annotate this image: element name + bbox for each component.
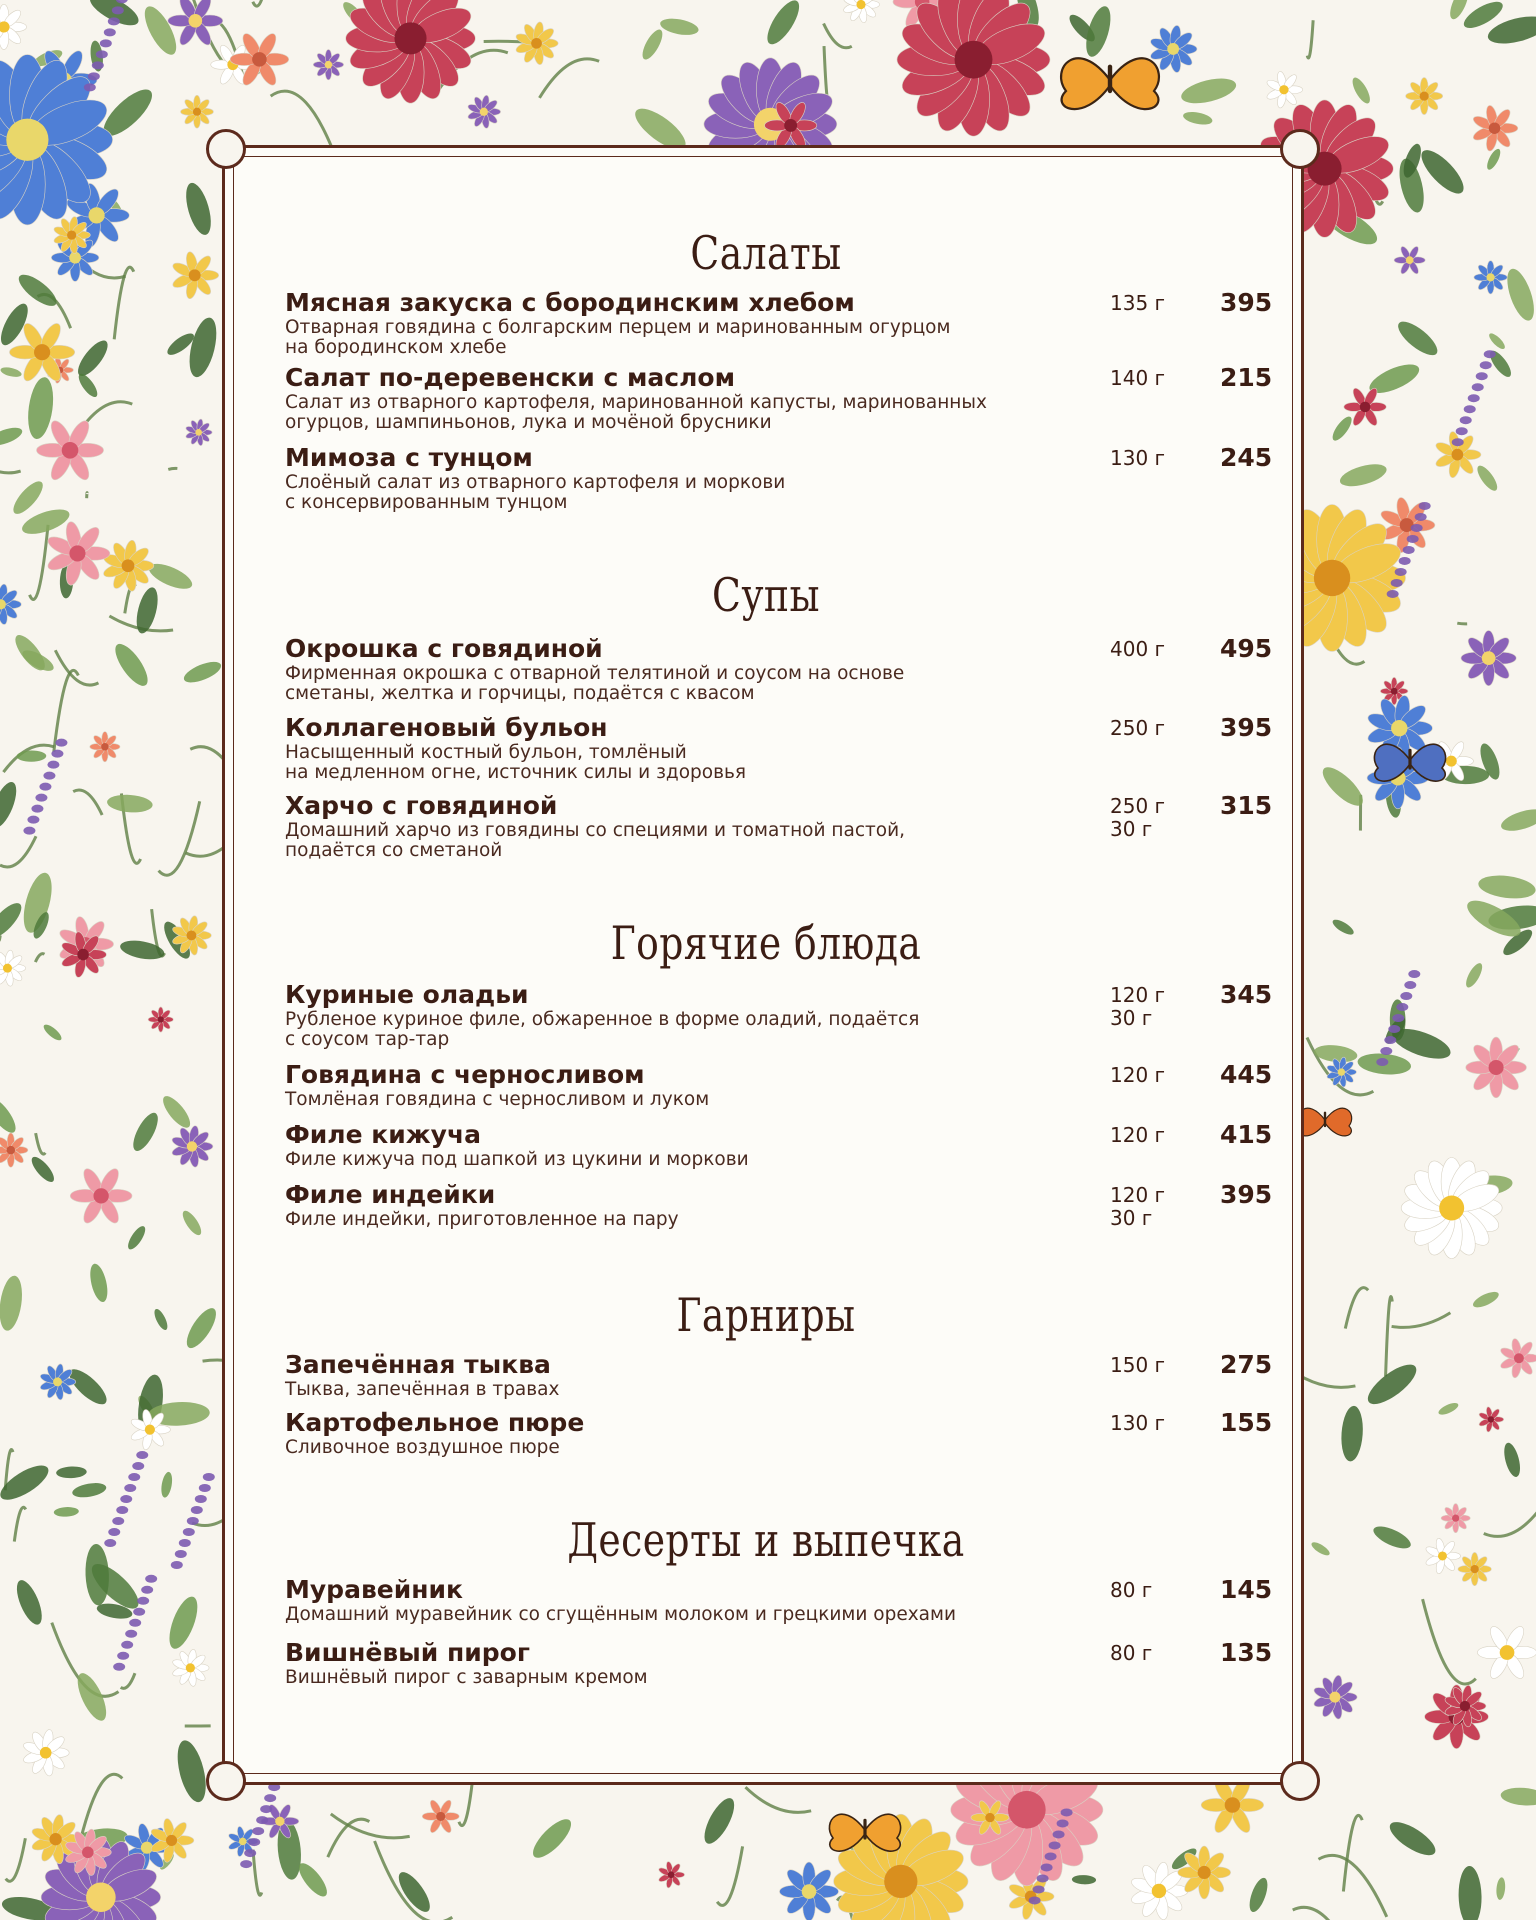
flower-icon	[1434, 431, 1481, 479]
item-name: Картофельное пюре	[285, 1408, 585, 1437]
menu-item	[285, 713, 1273, 783]
flower-icon	[1326, 1057, 1356, 1088]
item-name: Куриные оладьи	[285, 980, 529, 1009]
leaf-icon	[71, 1481, 107, 1500]
leaf-icon	[106, 793, 153, 814]
flower-icon	[171, 1649, 209, 1687]
leaf-icon	[10, 631, 49, 675]
leaf-icon	[1370, 1522, 1413, 1553]
item-description: Рубленое куриное филе, обжаренное в форме оладий, подаётся с соусом тар-тар	[285, 1009, 920, 1050]
flower-icon	[1474, 261, 1507, 294]
flower-icon	[1466, 1037, 1527, 1098]
flower-icon	[181, 95, 214, 128]
leaf-icon	[1179, 74, 1239, 108]
item-name: Вишнёвый пирог	[285, 1638, 530, 1667]
item-description: Салат из отварного картофеля, маринованной капусты, маринованных огурцов, шампиньонов, лука и мочёной брусники	[285, 392, 987, 433]
flower-icon	[1178, 1846, 1231, 1899]
flower-icon	[90, 732, 120, 762]
leaf-icon	[1349, 75, 1373, 106]
flower-icon	[1401, 1157, 1502, 1258]
leaf-icon	[179, 1208, 204, 1238]
frame-corner-ornament	[1280, 129, 1320, 169]
section-title-soups: Супы	[712, 568, 820, 622]
leaf-icon	[28, 1154, 57, 1186]
flower-icon	[1477, 1624, 1536, 1682]
stem-icon	[717, 1846, 742, 1905]
stem-icon	[30, 525, 48, 600]
leaf-icon	[1458, 1866, 1482, 1920]
flower-icon	[1406, 78, 1443, 115]
item-name: Филе кижуча	[285, 1120, 481, 1149]
item-price: 145	[1220, 1575, 1273, 1604]
leaf-icon	[659, 16, 700, 38]
item-weight: 130 г	[1110, 446, 1166, 470]
item-description: Фирменная окрошка с отварной телятиной и соусом на основе сметаны, желтка и горчицы, подаётся с квасом	[285, 663, 905, 704]
flower-icon	[70, 1166, 132, 1226]
flower-icon	[0, 950, 26, 987]
item-description: Вишнёвый пирог с заварным кремом	[285, 1667, 648, 1688]
stem-icon	[1423, 1599, 1476, 1684]
menu-item	[285, 1575, 1273, 1625]
item-name: Салат по-деревенски с маслом	[285, 363, 736, 392]
flower-icon	[0, 1133, 28, 1167]
leaf-icon	[1340, 1405, 1365, 1462]
menu-card	[222, 145, 1304, 1785]
flower-icon	[102, 539, 154, 592]
stem-icon	[253, 0, 273, 6]
leaf-icon	[125, 1224, 148, 1252]
menu-item	[285, 1638, 1273, 1688]
leaf-icon	[87, 1262, 111, 1304]
item-name: Говядина с черносливом	[285, 1060, 645, 1089]
butterfly-icon	[1061, 58, 1159, 109]
lavender-icon	[104, 1451, 148, 1547]
item-weight: 140 г	[1110, 366, 1166, 390]
flower-icon	[1499, 1338, 1536, 1379]
leaf-icon	[1415, 144, 1470, 200]
leaf-icon	[86, 0, 143, 31]
flower-icon	[0, 4, 27, 49]
leaf-icon	[1329, 414, 1355, 444]
item-price: 395	[1220, 1180, 1273, 1209]
item-price: 155	[1220, 1408, 1273, 1437]
stem-icon	[121, 1673, 135, 1688]
stem-icon	[1345, 1288, 1368, 1329]
item-description: Тыква, запечённая в травах	[285, 1379, 560, 1400]
frame-corner-ornament	[1280, 1761, 1320, 1801]
stem-icon	[36, 1133, 46, 1154]
leaf-icon	[41, 1022, 63, 1043]
item-weight: 400 г	[1110, 637, 1166, 661]
leaf-icon	[1317, 761, 1368, 811]
item-weight: 120 г 30 г	[1110, 1183, 1166, 1230]
stem-icon	[1293, 1907, 1349, 1920]
leaf-icon	[181, 658, 224, 687]
item-price: 275	[1220, 1350, 1273, 1379]
leaf-icon	[1246, 1876, 1271, 1915]
menu-item	[285, 1408, 1273, 1458]
lavender-icon	[171, 1473, 215, 1569]
flower-icon	[1313, 1675, 1358, 1720]
item-name: Филе индейки	[285, 1180, 496, 1209]
leaf-icon	[1499, 805, 1536, 835]
leaf-icon	[1393, 316, 1442, 361]
flower-icon	[185, 419, 212, 447]
leaf-icon	[0, 1274, 25, 1332]
item-description: Филе кижуча под шапкой из цукини и моркови	[285, 1149, 749, 1170]
menu-item	[285, 1350, 1273, 1400]
flower-icon	[1441, 1504, 1470, 1533]
item-name: Запечённая тыква	[285, 1350, 551, 1379]
item-weight: 120 г	[1110, 1123, 1166, 1147]
flower-icon	[171, 1125, 213, 1168]
leaf-icon	[73, 336, 113, 380]
stem-icon	[824, 23, 852, 47]
flower-icon	[897, 0, 1051, 136]
leaf-icon	[1487, 331, 1507, 351]
leaf-icon	[699, 1794, 740, 1848]
flower-icon	[422, 1798, 459, 1834]
menu-item	[285, 288, 1273, 358]
leaf-icon	[159, 1092, 195, 1132]
leaf-icon	[76, 371, 101, 400]
item-price: 315	[1220, 791, 1273, 820]
stem-icon	[1457, 623, 1467, 624]
flower-icon	[45, 520, 110, 586]
leaf-icon	[1501, 1441, 1523, 1478]
flower-icon	[1478, 1406, 1504, 1432]
section-title-salads: Салаты	[690, 226, 842, 280]
item-weight: 80 г	[1110, 1641, 1153, 1665]
item-weight: 80 г	[1110, 1578, 1153, 1602]
leaf-icon	[294, 1859, 331, 1900]
item-weight: 135 г	[1110, 291, 1166, 315]
leaf-icon	[1485, 147, 1503, 171]
stem-icon	[168, 468, 177, 469]
section-title-hot-dishes: Горячие блюда	[610, 916, 922, 970]
flower-icon	[1458, 1552, 1491, 1585]
stem-icon	[73, 790, 102, 815]
leaf-icon	[0, 424, 24, 449]
leaf-icon	[164, 1593, 203, 1652]
leaf-icon	[1500, 1786, 1536, 1807]
stem-icon	[159, 801, 200, 875]
item-weight: 120 г 30 г	[1110, 983, 1166, 1030]
leaf-icon	[762, 0, 805, 49]
stem-icon	[1307, 20, 1313, 58]
leaf-icon	[110, 639, 154, 690]
leaf-icon	[639, 27, 667, 63]
item-description: Домашний муравейник со сгущённым молоком и грецкими орехами	[285, 1604, 956, 1625]
leaf-icon	[181, 180, 216, 237]
stem-icon	[0, 443, 21, 473]
item-name: Муравейник	[285, 1575, 463, 1604]
item-description: Отварная говядина с болгарским перцем и маринованным огурцом на бородинском хлебе	[285, 317, 951, 358]
leaf-icon	[184, 315, 221, 380]
leaf-icon	[181, 1304, 221, 1352]
leaf-icon	[1463, 961, 1485, 990]
leaf-icon	[139, 2, 183, 59]
menu-item	[285, 791, 1273, 861]
leaf-icon	[0, 779, 21, 831]
flower-icon	[515, 21, 559, 65]
item-description: Томлёная говядина с черносливом и луком	[285, 1089, 710, 1110]
flower-icon	[467, 95, 501, 129]
stem-icon	[55, 650, 98, 685]
item-weight: 120 г	[1110, 1063, 1166, 1087]
stem-icon	[539, 59, 599, 98]
leaf-icon	[172, 1738, 211, 1805]
item-description: Домашний харчо из говядины со специями и томатной пастой, подаётся со сметаной	[285, 820, 905, 861]
leaf-icon	[527, 1814, 576, 1864]
item-weight: 250 г 30 г	[1110, 794, 1166, 841]
stem-icon	[54, 670, 79, 751]
item-price: 445	[1220, 1060, 1273, 1089]
stem-icon	[1343, 1815, 1362, 1891]
flower-icon	[1394, 245, 1425, 275]
lavender-icon	[1452, 350, 1496, 446]
stem-icon	[14, 1507, 25, 1541]
flower-icon	[1425, 1537, 1461, 1574]
item-price: 215	[1220, 363, 1273, 392]
stem-icon	[331, 1814, 410, 1838]
flower-icon	[779, 1862, 838, 1920]
leaf-icon	[0, 1094, 20, 1137]
leaf-icon	[1502, 266, 1536, 324]
leaf-icon	[56, 1466, 87, 1479]
flower-icon	[658, 1861, 685, 1889]
stem-icon	[1484, 1490, 1536, 1536]
leaf-icon	[119, 937, 166, 962]
section-title-desserts: Десерты и выпечка	[567, 1513, 965, 1567]
item-price: 495	[1220, 634, 1273, 663]
leaf-icon	[9, 477, 48, 518]
flower-icon	[1265, 71, 1302, 109]
item-description: Слоёный салат из отварного картофеля и моркови с консервированным тунцом	[285, 472, 786, 513]
item-name: Коллагеновый бульон	[285, 713, 608, 742]
menu-item	[285, 980, 1273, 1050]
item-name: Харчо с говядиной	[285, 791, 558, 820]
leaf-icon	[1310, 1540, 1332, 1558]
leaf-icon	[1477, 873, 1536, 902]
stem-icon	[1386, 1297, 1393, 1377]
flower-icon	[39, 1363, 76, 1400]
leaf-icon	[1182, 110, 1213, 127]
stem-icon	[1392, 1313, 1451, 1328]
stem-icon	[745, 1787, 811, 1812]
leaf-icon	[12, 1577, 47, 1628]
flower-icon	[22, 1729, 69, 1777]
leaf-icon	[1330, 917, 1355, 937]
flower-icon	[148, 1007, 173, 1032]
leaf-icon	[1437, 1401, 1460, 1417]
item-description: Сливочное воздушное пюре	[285, 1437, 560, 1458]
leaf-icon	[0, 366, 23, 379]
flower-icon	[345, 0, 475, 103]
leaf-icon	[54, 1506, 80, 1517]
leaf-icon	[0, 898, 26, 943]
stem-icon	[35, 954, 44, 962]
menu-item	[285, 634, 1273, 704]
stem-icon	[1318, 1855, 1386, 1917]
item-description: Филе индейки, приготовленное на пару	[285, 1209, 679, 1230]
stem-icon	[6, 1838, 26, 1881]
stem-icon	[253, 1850, 262, 1896]
menu-item	[285, 1060, 1273, 1110]
item-description: Насыщенный костный бульон, томлёный на медленном огне, источник силы и здоровья	[285, 742, 747, 783]
item-price: 245	[1220, 443, 1273, 472]
flower-icon	[1461, 630, 1516, 685]
flower-icon	[1471, 104, 1517, 152]
leaf-icon	[1385, 1816, 1440, 1861]
section-title-sides: Гарниры	[676, 1288, 856, 1342]
leaf-icon	[152, 1307, 170, 1332]
item-price: 395	[1220, 713, 1273, 742]
item-name: Окрошка с говядиной	[285, 634, 603, 663]
leaf-icon	[1474, 463, 1501, 494]
item-price: 415	[1220, 1120, 1273, 1149]
item-name: Мясная закуска с бородинским хлебом	[285, 288, 855, 317]
menu-item	[285, 443, 1273, 513]
leaf-icon	[1338, 460, 1389, 491]
flower-icon	[171, 251, 219, 300]
leaf-icon	[1471, 1289, 1501, 1311]
stem-icon	[0, 836, 36, 867]
item-price: 395	[1220, 288, 1273, 317]
flower-icon	[0, 583, 21, 625]
leaf-icon	[1495, 1877, 1506, 1900]
item-name: Мимоза с тунцом	[285, 443, 533, 472]
menu-item	[285, 1180, 1273, 1230]
frame-corner-ornament	[206, 1761, 246, 1801]
frame-corner-ornament	[206, 129, 246, 169]
leaf-icon	[1362, 1358, 1422, 1411]
leaf-icon	[160, 1471, 174, 1498]
leaf-icon	[128, 1109, 162, 1154]
flower-icon	[842, 0, 879, 23]
menu-item	[285, 363, 1273, 433]
menu-item	[285, 1120, 1273, 1170]
item-price: 345	[1220, 980, 1273, 1009]
flower-icon	[313, 49, 343, 79]
butterfly-icon	[1298, 1108, 1351, 1136]
item-weight: 130 г	[1110, 1411, 1166, 1435]
leaf-icon	[1072, 1875, 1097, 1885]
item-price: 135	[1220, 1638, 1273, 1667]
stem-icon	[87, 493, 88, 499]
item-weight: 250 г	[1110, 716, 1166, 740]
item-weight: 150 г	[1110, 1353, 1166, 1377]
stem-icon	[328, 1819, 370, 1857]
